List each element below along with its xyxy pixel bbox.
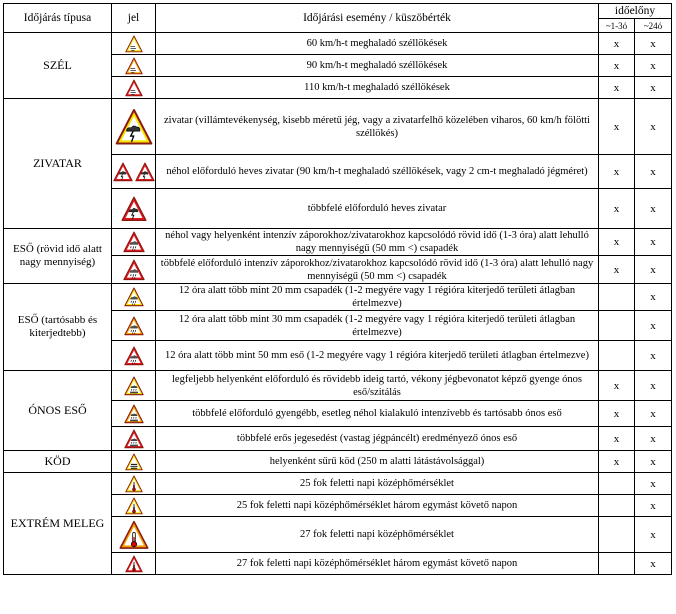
warning-sign: [112, 108, 155, 146]
lead-long-mark: x: [635, 553, 672, 575]
warning-sign-cell: [112, 517, 156, 553]
lead-long-mark: x: [635, 256, 672, 284]
warning-sign: [112, 453, 155, 471]
event-threshold-cell: 27 fok feletti napi középhőmérséklet: [156, 517, 599, 553]
table-row: [4, 473, 672, 495]
warning-sign-cell: [112, 229, 156, 256]
warning-sign-cell: [112, 495, 156, 517]
header-event: Időjárási esemény / küszöbérték: [156, 4, 599, 33]
thermometer-icon: [125, 555, 143, 573]
thunderstorm-icon: [113, 162, 133, 182]
header-sign: jel: [112, 4, 156, 33]
warning-sign: [112, 79, 155, 97]
event-threshold-cell: 12 óra alatt több mint 50 mm eső (1-2 megyére vagy 1 régióra kiterjedő területi átlagban értelmezve): [156, 341, 599, 371]
warning-sign-cell: [112, 473, 156, 495]
warning-sign: [112, 162, 155, 182]
wind-icon: [125, 57, 143, 75]
warning-sign-cell: [112, 311, 156, 341]
thermometer-icon: [125, 497, 143, 515]
table-body: [4, 33, 672, 575]
weather-type-cell: KÖD: [4, 451, 112, 473]
event-threshold-cell: többfelé előforduló gyengébb, esetleg néhol kialakuló intenzívebb és tartósabb ónos eső: [156, 401, 599, 427]
lead-long-mark: x: [635, 495, 672, 517]
event-threshold-cell: 90 km/h-t meghaladó széllökések: [156, 55, 599, 77]
lead-short-mark: x: [599, 189, 635, 229]
weather-type-cell: ÓNOS ESŐ: [4, 371, 112, 451]
warning-sign-cell: [112, 553, 156, 575]
warning-sign-cell: [112, 99, 156, 155]
warning-sign: [112, 287, 155, 307]
lead-short-mark: [599, 341, 635, 371]
lead-short-mark: x: [599, 99, 635, 155]
warning-sign-cell: [112, 77, 156, 99]
lead-long-mark: x: [635, 77, 672, 99]
wind-icon: [125, 35, 143, 53]
lead-short-mark: [599, 311, 635, 341]
weather-type-cell: ESŐ (rövid idő alatt nagy mennyiség): [4, 229, 112, 284]
wind-icon: [125, 79, 143, 97]
lead-short-mark: x: [599, 451, 635, 473]
lead-long-mark: x: [635, 401, 672, 427]
weather-type-cell: SZÉL: [4, 33, 112, 99]
event-threshold-cell: néhol vagy helyenként intenzív záporokhoz/zivatarokhoz kapcsolódó rövid idő (1-3 óra) alatt lehulló nagy mennyiségű (50 mm <) csapadék: [156, 229, 599, 256]
freezing-rain-icon: [124, 376, 144, 396]
lead-long-mark: x: [635, 473, 672, 495]
warning-sign: [112, 35, 155, 53]
lead-long-mark: x: [635, 371, 672, 401]
event-threshold-cell: 12 óra alatt több mint 20 mm csapadék (1-2 megyére vagy 1 régióra kiterjedő területi átlagban értelmezve): [156, 284, 599, 311]
rain-icon: [124, 287, 144, 307]
warning-sign-cell: [112, 371, 156, 401]
warning-sign-cell: [112, 341, 156, 371]
fog-icon: [125, 453, 143, 471]
header-lead-long: ~24ó: [635, 19, 672, 33]
lead-short-mark: x: [599, 33, 635, 55]
warning-sign-cell: [112, 256, 156, 284]
event-threshold-cell: 25 fok feletti napi középhőmérséklet: [156, 473, 599, 495]
table-row: [4, 229, 672, 256]
event-threshold-cell: 27 fok feletti napi középhőmérséklet három egymást követő napon: [156, 553, 599, 575]
lead-short-mark: x: [599, 401, 635, 427]
warning-sign-cell: [112, 427, 156, 451]
rain-icon: [124, 316, 144, 336]
warning-sign: [112, 520, 155, 550]
event-threshold-cell: 60 km/h-t meghaladó széllökések: [156, 33, 599, 55]
event-threshold-cell: többfelé előforduló intenzív záporokhoz/zivatarokhoz kapcsolódó rövid idő (1-3 óra) alatt lehulló nagy mennyiségű (50 mm <) csapadék: [156, 256, 599, 284]
warning-sign: [112, 316, 155, 336]
lead-short-mark: x: [599, 55, 635, 77]
freezing-rain-icon: [124, 429, 144, 449]
lead-long-mark: x: [635, 155, 672, 189]
warning-sign-cell: [112, 284, 156, 311]
warning-sign-cell: [112, 55, 156, 77]
warning-criteria-table-wrap: [3, 3, 672, 575]
thunderstorm-icon: [135, 162, 155, 182]
warning-sign-cell: [112, 33, 156, 55]
event-threshold-cell: 25 fok feletti napi középhőmérséklet három egymást követő napon: [156, 495, 599, 517]
lead-short-mark: [599, 284, 635, 311]
warning-sign-cell: [112, 401, 156, 427]
lead-short-mark: [599, 473, 635, 495]
event-threshold-cell: helyenként sűrű köd (250 m alatti látástávolsággal): [156, 451, 599, 473]
event-threshold-cell: legfeljebb helyenként előforduló és rövidebb ideig tartó, vékony jégbevonatot képző gyenge ónos eső/szitálás: [156, 371, 599, 401]
lead-long-mark: x: [635, 451, 672, 473]
warning-sign: [112, 404, 155, 424]
event-threshold-cell: néhol előforduló heves zivatar (90 km/h-t meghaladó széllökések, vagy 2 cm-t meghaladó jégméret): [156, 155, 599, 189]
event-threshold-cell: zivatar (villámtevékenység, kisebb méretű jég, vagy a zivatarfelhő közelében viharos, 60 km/h fölötti széllökés): [156, 99, 599, 155]
freezing-rain-icon: [124, 404, 144, 424]
lead-short-mark: x: [599, 155, 635, 189]
lead-long-mark: x: [635, 427, 672, 451]
header-type: Időjárás típusa: [4, 4, 112, 33]
warning-sign: [112, 555, 155, 573]
lead-short-mark: x: [599, 371, 635, 401]
lead-long-mark: x: [635, 517, 672, 553]
table-row: [4, 371, 672, 401]
weather-type-cell: ESŐ (tartósabb és kiterjedtebb): [4, 284, 112, 371]
event-threshold-cell: többfelé erős jegesedést (vastag jégpáncélt) eredményező ónos eső: [156, 427, 599, 451]
lead-short-mark: x: [599, 229, 635, 256]
lead-short-mark: [599, 553, 635, 575]
header-lead-time: időelőny: [599, 4, 672, 19]
thermometer-icon: [125, 475, 143, 493]
warning-sign: [112, 259, 155, 281]
lead-long-mark: x: [635, 189, 672, 229]
table-row: [4, 99, 672, 155]
table-row: [4, 451, 672, 473]
warning-sign: [112, 196, 155, 222]
header-lead-short: ~1-3ó: [599, 19, 635, 33]
warning-sign: [112, 57, 155, 75]
table-row: [4, 284, 672, 311]
lead-long-mark: x: [635, 229, 672, 256]
warning-sign: [112, 429, 155, 449]
weather-type-cell: ZIVATAR: [4, 99, 112, 229]
thunderstorm-icon: [115, 108, 153, 146]
table-row: [4, 33, 672, 55]
warning-sign-cell: [112, 155, 156, 189]
thermometer-icon: [119, 520, 149, 550]
rain-icon: [123, 259, 145, 281]
rain-icon: [123, 231, 145, 253]
warning-sign-cell: [112, 189, 156, 229]
lead-short-mark: x: [599, 77, 635, 99]
warning-sign: [112, 376, 155, 396]
warning-sign: [112, 231, 155, 253]
lead-long-mark: x: [635, 284, 672, 311]
lead-long-mark: x: [635, 341, 672, 371]
lead-long-mark: x: [635, 33, 672, 55]
warning-criteria-table: [3, 3, 672, 575]
lead-short-mark: [599, 517, 635, 553]
rain-icon: [124, 346, 144, 366]
event-threshold-cell: többfelé előforduló heves zivatar: [156, 189, 599, 229]
lead-short-mark: [599, 495, 635, 517]
warning-sign: [112, 346, 155, 366]
lead-long-mark: x: [635, 99, 672, 155]
lead-short-mark: x: [599, 427, 635, 451]
weather-type-cell: EXTRÉM MELEG: [4, 473, 112, 575]
warning-sign-cell: [112, 451, 156, 473]
warning-sign: [112, 497, 155, 515]
warning-sign: [112, 475, 155, 493]
thunderstorm-icon: [121, 196, 147, 222]
event-threshold-cell: 110 km/h-t meghaladó széllökések: [156, 77, 599, 99]
lead-short-mark: x: [599, 256, 635, 284]
lead-long-mark: x: [635, 55, 672, 77]
lead-long-mark: x: [635, 311, 672, 341]
event-threshold-cell: 12 óra alatt több mint 30 mm csapadék (1-2 megyére vagy 1 régióra kiterjedő területi átlagban értelmezve): [156, 311, 599, 341]
